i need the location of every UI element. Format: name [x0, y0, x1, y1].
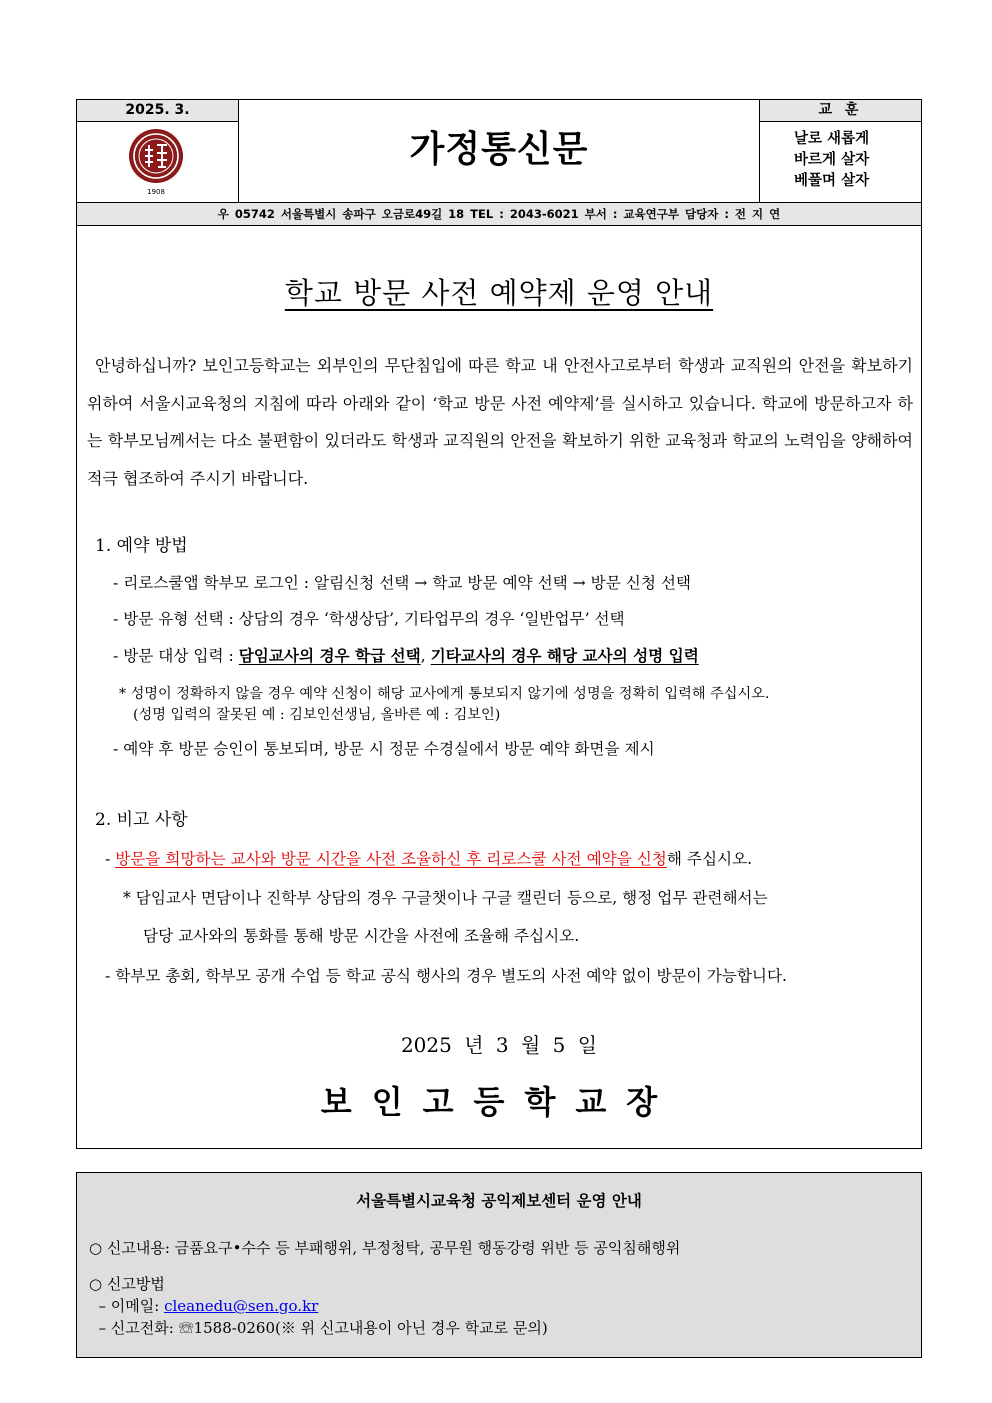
section2-heading: 2. 비고 사항	[95, 810, 188, 830]
school-emblem-icon	[125, 127, 187, 197]
issue-date: 2025. 3.	[77, 100, 238, 122]
motto-lines	[760, 122, 921, 192]
box-line: – 이메일: cleanedu@sen.go.kr	[89, 1297, 319, 1315]
motto-heading: 교 훈	[760, 100, 921, 122]
date-cell	[77, 100, 239, 202]
section2-item: - 방문을 희망하는 교사와 방문 시간을 사전 조율하신 후 리로스쿨 사전 예약을 신청해 주십시오.	[105, 850, 753, 868]
section1-note: * 성명이 정확하지 않을 경우 예약 신청이 해당 교사에게 통보되지 않기에 성명을 정확히 입력해 주십시오.	[119, 686, 770, 702]
section2-note: * 담임교사 면담이나 진학부 상담의 경우 구글챗이나 구글 캘린더 등으로, 행정 업무 관련해서는	[123, 889, 768, 907]
email-link[interactable]: cleanedu@sen.go.kr	[164, 1297, 319, 1315]
section1-item: - 방문 대상 입력 : 담임교사의 경우 학급 선택, 기타교사의 경우 해당 교사의 성명 입력	[113, 646, 699, 665]
section1-item: - 리로스쿨앱 학부모 로그인 : 알림신청 선택 → 학교 방문 예약 선택 → 방문 신청 선택	[113, 574, 691, 592]
newsletter-title: 가정통신문	[409, 129, 589, 170]
box-line: – 신고전화: ☏1588-0260(※ 위 신고내용이 아닌 경우 학교로 문의)	[89, 1319, 548, 1337]
header-table	[76, 99, 922, 203]
box-line: ○ 신고내용: 금품요구•수수 등 부패행위, 부정청탁, 공무원 행동강령 위반 등 공익침해행위	[89, 1239, 681, 1257]
section1-heading: 1. 예약 방법	[95, 536, 188, 556]
motto-cell	[759, 100, 921, 202]
principal-signature: 보인고등학교장	[320, 1083, 678, 1121]
box-line: ○ 신고방법	[89, 1275, 165, 1293]
section1-note: (성명 입력의 잘못된 예 : 김보인선생님, 올바른 예 : 김보인)	[133, 707, 501, 723]
svg-text:1908: 1908	[147, 188, 165, 196]
intro-paragraph: 안녕하십니까? 보인고등학교는 외부인의 무단침입에 따른 학교 내 안전사고로부터 학생과 교직원의 안전을 확보하기 위하여 서울시교육청의 지침에 따라 아래와 같이 ‘학교 방문 사전 예약제’를 실시하고 있습니다. 학교에 방문하고자 하는 학부모님께서는 다소 불편함이 있더라도 학생과 교직원의 안전을 확보하기 위한 교육청과 학교의 노력임을 양해하여 적극 협조하여 주시기 바랍니다.	[87, 356, 913, 488]
notice-title: 학교 방문 사전 예약제 운영 안내	[284, 276, 714, 310]
section1-item: - 예약 후 방문 승인이 통보되며, 방문 시 정문 수경실에서 방문 예약 화면을 제시	[113, 740, 655, 758]
notice-body	[76, 225, 922, 1149]
address-bar: 우 05742 서울특별시 송파구 오금로49길 18 TEL : 2043-6021 부서 : 교육연구부 담당자 : 전 지 연	[76, 203, 922, 226]
whistleblower-box	[76, 1172, 922, 1358]
section2-item: - 학부모 총회, 학부모 공개 수업 등 학교 공식 행사의 경우 별도의 사전 예약 없이 방문이 가능합니다.	[105, 967, 787, 985]
motto-line: 바르게 살자	[794, 152, 870, 168]
sign-date: 2025 년 3 월 5 일	[400, 1033, 598, 1057]
box-title: 서울특별시교육청 공익제보센터 운영 안내	[356, 1192, 642, 1210]
motto-line: 베풀며 살자	[794, 173, 870, 189]
motto-line: 날로 새롭게	[794, 131, 870, 147]
section1-item: - 방문 유형 선택 : 상담의 경우 ‘학생상담’, 기타업무의 경우 ‘일반업무’ 선택	[113, 610, 625, 628]
section2-note: 담당 교사와의 통화를 통해 방문 시간을 사전에 조율해 주십시오.	[143, 927, 580, 945]
